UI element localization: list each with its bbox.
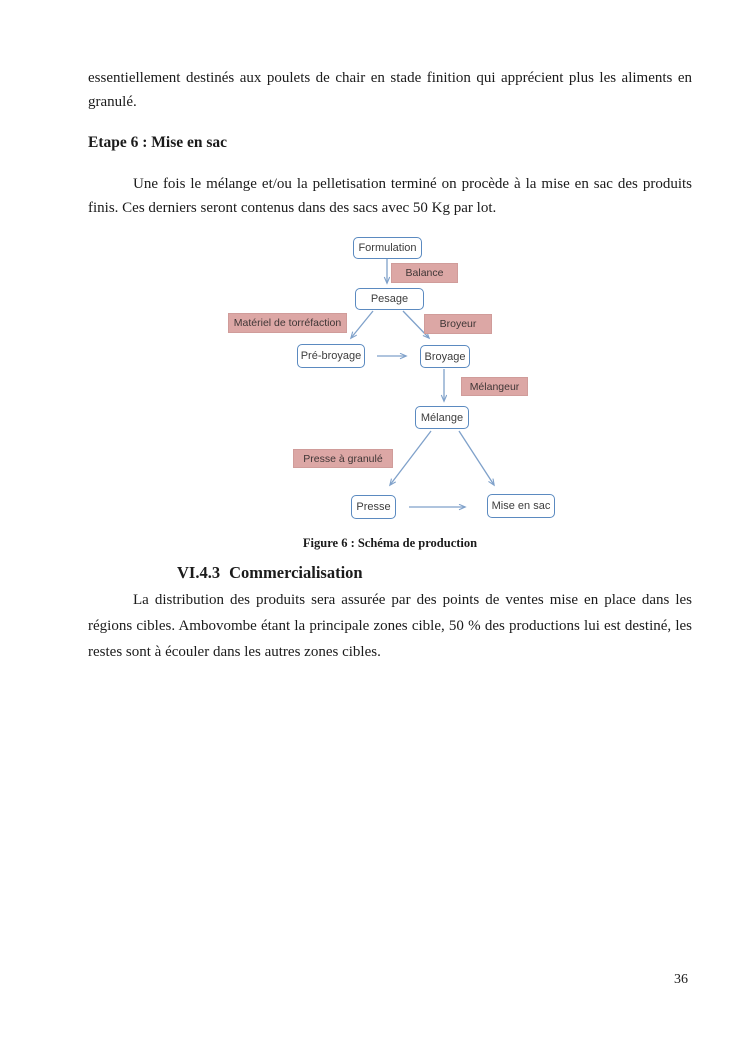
text-line: essentiellement destinés aux poulets de chair en stade finition qui apprécient plus les aliments en [88, 70, 692, 86]
flowchart-node-mise-en-sac: Mise en sac [487, 494, 555, 518]
arrow-melange-presse [390, 431, 431, 485]
figure-caption: Figure 6 : Schéma de production [302, 536, 478, 550]
text-line: La distribution des produits sera assurée par des points de ventes mise en place dans les [133, 592, 692, 608]
flowchart-label-balance: Balance [391, 263, 458, 283]
page-number: 36 [674, 972, 688, 987]
flowchart-node-presse: Presse [351, 495, 396, 519]
text-line: restes sont à écouler dans les autres zones cibles. [88, 644, 381, 660]
text-line: régions cibles. Ambovombe étant la principale zones cible, 50 % des productions lui est destiné, les [88, 618, 692, 634]
heading-commercialisation [177, 562, 363, 584]
paragraph-3 [88, 587, 692, 665]
section-title: Commercialisation [229, 563, 363, 582]
arrow-melange-miseensac [459, 431, 494, 485]
flowchart-label-broyeur: Broyeur [424, 314, 492, 334]
text-line: finis. Ces derniers seront contenus dans des sacs avec 50 Kg par lot. [88, 200, 497, 216]
flowchart-label-presse-granule: Presse à granulé [293, 449, 393, 468]
arrow-pesage-prebroyage [351, 311, 373, 338]
flowchart-node-pre-broyage: Pré-broyage [297, 344, 365, 368]
flowchart-node-formulation: Formulation [353, 237, 422, 259]
text-line: Une fois le mélange et/ou la pelletisation terminé on procède à la mise en sac des produits [133, 176, 692, 192]
heading-etape-6: Etape 6 : Mise en sac [88, 134, 228, 151]
flowchart-label-melangeur: Mélangeur [461, 377, 528, 396]
flowchart-label-materiel-torrefaction: Matériel de torréfaction [228, 313, 347, 333]
section-number: VI.4.3 [177, 563, 221, 582]
paragraph-2 [88, 172, 692, 220]
paragraph-1 [88, 66, 692, 114]
flowchart-node-pesage: Pesage [355, 288, 424, 310]
flowchart-arrows [0, 230, 745, 530]
flowchart-node-broyage: Broyage [420, 345, 470, 368]
text-line: granulé. [88, 94, 137, 110]
flowchart-node-melange: Mélange [415, 406, 469, 429]
